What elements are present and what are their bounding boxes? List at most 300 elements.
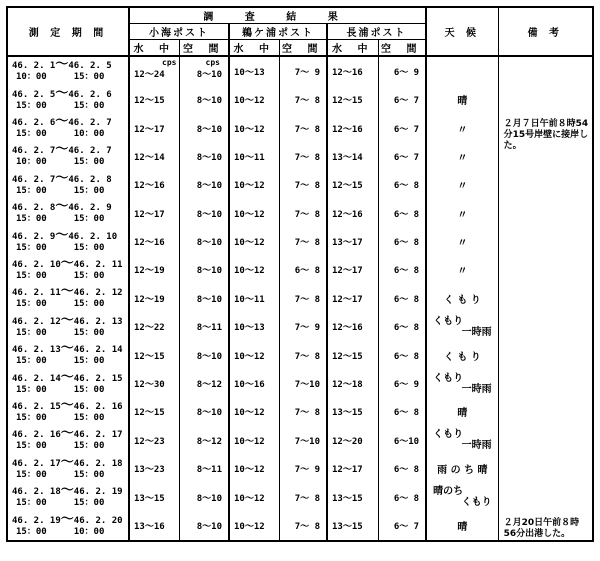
measurement-value: 10～12 [234,408,265,419]
measurement-value: 10～12 [234,493,265,504]
weather-text: 晴 [457,522,468,534]
period-separator: ～ [55,114,69,130]
unit-label: cps [205,57,220,67]
period-start-time: 15：00 [16,100,47,111]
weather-cell [426,199,498,227]
period-start-date: 46. 2. 13 [12,345,61,356]
water-value-cell [129,511,179,541]
survey-table [6,6,594,542]
measurement-value: 10～13 [234,67,265,78]
measurement-value: 7～ 8 [294,124,320,135]
period-start-time: 15：00 [16,242,47,253]
air-value-cell [179,114,229,142]
measurement-value: 6～ 8 [393,294,420,305]
measurement-value: 6～10 [393,436,420,447]
period-cell [7,398,129,426]
period-start-date: 46. 2. 10 [12,259,61,270]
weather-cell [426,114,498,142]
measurement-value: 7～ 8 [294,522,320,533]
period-end-date: 46. 2. 16 [73,401,123,412]
period-cell [7,426,129,454]
water-value-cell [129,56,179,85]
note-docking: ２月７日午前８時54分15号岸壁に接岸した。 [503,119,589,151]
measurement-value: 7～ 8 [294,294,320,305]
period-end-time: 10：00 [73,526,105,537]
measurement-value: 12～16 [332,323,363,334]
air-value-cell [279,284,327,312]
weather-text-sub: 一時雨 [461,440,492,452]
measurement-value: 12～16 [134,238,165,249]
water-value-cell [229,455,279,483]
air-value-cell [378,369,426,397]
measurement-value: 6～ 8 [393,408,420,419]
water-value-cell [129,171,179,199]
measurement-value: 12～15 [134,351,165,362]
measurement-value: 10～12 [234,96,265,107]
weather-cell [426,171,498,199]
measurement-value: 12～16 [332,209,363,220]
water-value-cell [327,426,378,454]
measurement-value: 10～12 [234,522,265,533]
period-separator: ～ [55,199,69,215]
period-cell [7,142,129,170]
period-cell [7,483,129,511]
period-start-date: 46. 2. 17 [12,458,61,469]
measurement-value: 12～16 [134,181,165,192]
air-value-cell [378,398,426,426]
period-cell [7,85,129,113]
measurement-value: 12～24 [134,69,165,80]
measurement-value: 8～11 [196,465,222,476]
water-value-cell [327,227,378,255]
period-start-date: 46. 2. 11 [12,288,61,299]
period-end-date: 46. 2. 15 [73,373,123,384]
water-value-cell [327,56,378,85]
measurement-value: 6～ 8 [294,266,320,277]
period-end-time: 15：00 [73,412,105,423]
air-value-cell [378,114,426,142]
measurement-value: 6～ 8 [393,238,420,249]
measurement-value: 12～16 [332,124,363,135]
air-value-cell [378,142,426,170]
period-start-date: 46. 2. 12 [12,316,61,327]
period-end-date: 46. 2. 11 [73,259,123,270]
water-value-cell [327,199,378,227]
air-value-cell [179,256,229,284]
measurement-value: 7～ 8 [294,96,320,107]
water-value-cell [229,56,279,85]
period-cell [7,313,129,341]
table-row [7,56,593,85]
measurement-value: 12～17 [332,266,363,277]
period-start-time: 15：00 [16,412,47,423]
period-start-date: 46. 2. 15 [12,401,61,412]
weather-text: くもり [433,372,464,384]
water-value-cell [129,199,179,227]
period-start-time: 15：00 [16,441,47,452]
period-start-time: 15：00 [16,384,47,395]
period-end-time: 15：00 [73,299,105,310]
period-start-date: 46. 2. 7 [12,146,56,157]
measurement-value: 6～ 8 [393,181,420,192]
water-value-cell [129,114,179,142]
header-air: 空 間 [279,40,327,57]
measurement-value: 7～ 8 [294,493,320,504]
period-end-time: 15：00 [73,441,105,452]
air-value-cell [179,511,229,541]
measurement-value: 8～10 [196,124,222,135]
air-value-cell [378,313,426,341]
period-start-time: 10：00 [16,157,47,168]
weather-text: 〃 [457,209,468,221]
period-start-time: 15：00 [16,129,47,140]
measurement-value: 12～19 [134,266,165,277]
air-value-cell [378,256,426,284]
measurement-value: 8～12 [196,436,222,447]
water-value-cell [229,398,279,426]
period-start-date: 46. 2. 16 [12,430,61,441]
weather-cell [426,455,498,483]
measurement-value: 13～15 [332,408,363,419]
measurement-value: 8～10 [196,522,222,533]
weather-text-sub: 一時雨 [461,383,492,395]
measurement-value: 8～10 [196,69,222,80]
header-weather: 天 候 [426,7,498,56]
measurement-value: 12～15 [134,96,165,107]
weather-cell [426,398,498,426]
weather-text: 〃 [457,266,468,278]
water-value-cell [129,142,179,170]
period-cell [7,256,129,284]
period-end-date: 46. 2. 10 [68,231,118,242]
period-end-time: 15：00 [73,185,105,196]
measurement-value: 10～12 [234,465,265,476]
measurement-value: 7～ 8 [294,408,320,419]
water-value-cell [229,369,279,397]
air-value-cell [179,171,229,199]
measurement-value: 12～15 [332,351,363,362]
period-cell [7,227,129,255]
period-start-date: 46. 2. 9 [12,231,56,242]
weather-text-sub: くもり [461,497,492,509]
air-value-cell [279,426,327,454]
header-post-nagaura: 長浦ポスト [327,24,426,40]
period-start-date: 46. 2. 18 [12,487,61,498]
period-start-time: 15：00 [16,327,47,338]
period-start-time: 15：00 [16,356,47,367]
period-start-date: 46. 2. 8 [12,203,56,214]
measurement-value: 7～ 8 [294,351,320,362]
water-value-cell [129,455,179,483]
measurement-value: 12～14 [134,152,165,163]
measurement-value: 6～ 7 [393,152,420,163]
weather-text: くもり [433,315,464,327]
period-end-time: 15：00 [73,242,105,253]
water-value-cell [327,142,378,170]
air-value-cell [279,256,327,284]
water-value-cell [327,85,378,113]
header-water: 水 中 [229,40,279,57]
header-water: 水 中 [327,40,378,57]
measurement-value: 13～14 [332,152,363,163]
water-value-cell [327,369,378,397]
period-end-time: 15：00 [73,270,105,281]
air-value-cell [179,426,229,454]
measurement-value: 12～15 [332,96,363,107]
water-value-cell [229,256,279,284]
air-value-cell [279,511,327,541]
period-separator: ～ [55,85,69,101]
weather-text: 晴 [457,408,468,420]
water-value-cell [229,227,279,255]
measurement-value: 13～15 [332,493,363,504]
water-value-cell [229,171,279,199]
period-start-time: 15：00 [16,299,47,310]
measurement-value: 6～ 7 [393,124,420,135]
weather-cell [426,341,498,369]
period-separator: ～ [60,341,74,357]
air-value-cell [279,369,327,397]
air-value-cell [279,142,327,170]
period-end-time: 15：00 [73,469,105,480]
weather-text: くもり [433,429,464,441]
water-value-cell [327,171,378,199]
air-value-cell [179,227,229,255]
period-end-time: 15：00 [73,214,105,225]
period-start-time: 15：00 [16,526,47,537]
table-body [7,56,593,541]
weather-text: 〃 [457,238,468,250]
water-value-cell [129,227,179,255]
period-separator: ～ [55,142,69,158]
measurement-value: 10～12 [234,238,265,249]
period-start-time: 15：00 [16,214,47,225]
weather-text: 〃 [457,124,468,136]
header-air: 空 間 [179,40,229,57]
period-cell [7,341,129,369]
period-start-date: 46. 2. 19 [12,515,61,526]
measurement-value: 12～20 [332,436,363,447]
air-value-cell [279,313,327,341]
measurement-value: 12～30 [134,380,165,391]
period-end-date: 46. 2. 18 [73,458,123,469]
measurement-value: 13～15 [134,493,165,504]
measurement-value: 8～10 [196,152,222,163]
water-value-cell [327,341,378,369]
measurement-value: 13～15 [332,522,363,533]
period-end-date: 46. 2. 14 [73,345,123,356]
measurement-value: 10～11 [234,294,265,305]
air-value-cell [179,455,229,483]
measurement-value: 13～17 [332,238,363,249]
measurement-value: 8～10 [196,351,222,362]
air-value-cell [179,398,229,426]
period-end-time: 15：00 [73,157,105,168]
period-end-time: 10：00 [73,129,105,140]
period-end-time: 15：00 [73,100,105,111]
header-air: 空 間 [378,40,426,57]
air-value-cell [179,483,229,511]
measurement-value: 7～ 9 [294,465,320,476]
air-value-cell [279,227,327,255]
water-value-cell [229,426,279,454]
measurement-value: 6～ 8 [393,266,420,277]
period-separator: ～ [55,170,69,186]
water-value-cell [229,341,279,369]
measurement-value: 8～10 [196,209,222,220]
weather-text-sub: 一時雨 [461,326,492,338]
measurement-value: 7～ 9 [294,67,320,78]
measurement-value: 7～ 9 [294,323,320,334]
period-separator: ～ [60,255,74,271]
header-post-koumi: 小海ポスト [129,24,229,40]
air-value-cell [279,56,327,85]
period-start-date: 46. 2. 14 [12,373,61,384]
period-start-date: 46. 2. 5 [12,89,56,100]
air-value-cell [179,56,229,85]
period-end-date: 46. 2. 20 [73,515,123,526]
weather-cell [426,483,498,511]
air-value-cell [179,313,229,341]
weather-text: く も り [443,294,481,306]
header-notes: 備 考 [498,7,593,56]
measurement-value: 6～ 7 [393,96,420,107]
air-value-cell [378,227,426,255]
period-end-date: 46. 2. 8 [68,174,112,185]
period-end-time: 15：00 [73,498,105,509]
water-value-cell [229,284,279,312]
measurement-value: 10～13 [234,323,265,334]
air-value-cell [378,341,426,369]
weather-cell [426,142,498,170]
period-cell [7,199,129,227]
measurement-value: 8～10 [196,266,222,277]
water-value-cell [129,426,179,454]
note-departure: ２月20日午前８時56分出港した。 [503,518,580,539]
water-value-cell [327,114,378,142]
header-post-ugaura: 鵜ケ浦ポスト [229,24,327,40]
measurement-value: 6～ 8 [393,209,420,220]
period-separator: ～ [60,511,74,527]
period-start-date: 46. 2. 7 [12,174,56,185]
measurement-value: 13～16 [134,522,165,533]
period-cell [7,171,129,199]
measurement-value: 10～11 [234,152,265,163]
measurement-value: 12～17 [134,209,165,220]
measurement-value: 10～12 [234,124,265,135]
water-value-cell [129,313,179,341]
period-separator: ～ [60,369,74,385]
period-end-date: 46. 2. 7 [68,118,112,129]
weather-text: く も り [443,351,481,363]
period-end-time: 15：00 [73,356,105,367]
period-cell [7,455,129,483]
water-value-cell [229,313,279,341]
measurement-value: 6～ 9 [393,380,420,391]
water-value-cell [327,455,378,483]
air-value-cell [179,369,229,397]
measurement-value: 6～ 9 [393,67,420,78]
period-cell [7,56,129,85]
period-end-time: 15：00 [73,72,105,83]
water-value-cell [327,313,378,341]
air-value-cell [378,284,426,312]
measurement-value: 12～17 [332,294,363,305]
period-separator: ～ [55,227,69,243]
period-end-date: 46. 2. 19 [73,487,123,498]
period-start-time: 15：00 [16,185,47,196]
measurement-value: 7～ 8 [294,181,320,192]
measurement-value: 8～10 [196,408,222,419]
period-start-time: 15：00 [16,498,47,509]
water-value-cell [129,284,179,312]
air-value-cell [279,341,327,369]
period-separator: ～ [60,284,74,300]
air-value-cell [179,284,229,312]
water-value-cell [229,114,279,142]
measurement-value: 6～ 8 [393,465,420,476]
measurement-value: 8～10 [196,238,222,249]
period-cell [7,114,129,142]
measurement-value: 12～15 [134,408,165,419]
air-value-cell [279,199,327,227]
period-cell [7,511,129,541]
air-value-cell [279,455,327,483]
period-separator: ～ [60,397,74,413]
air-value-cell [179,85,229,113]
measurement-value: 12～17 [134,124,165,135]
measurement-value: 12～17 [332,465,363,476]
water-value-cell [327,284,378,312]
air-value-cell [378,483,426,511]
air-value-cell [179,341,229,369]
air-value-cell [378,56,426,85]
measurement-value: 6～ 8 [393,493,420,504]
measurement-value: 8～10 [196,96,222,107]
period-separator: ～ [60,312,74,328]
water-value-cell [129,256,179,284]
measurement-value: 7～ 8 [294,152,320,163]
period-end-date: 46. 2. 6 [68,89,112,100]
water-value-cell [229,85,279,113]
period-start-time: 10：00 [16,72,47,83]
water-value-cell [327,398,378,426]
air-value-cell [378,511,426,541]
period-start-date: 46. 2. 1 [12,61,56,72]
water-value-cell [129,483,179,511]
notes-cell [498,56,593,541]
air-value-cell [279,483,327,511]
air-value-cell [179,142,229,170]
period-end-date: 46. 2. 5 [68,61,112,72]
period-separator: ～ [60,483,74,499]
water-value-cell [129,85,179,113]
period-end-date: 46. 2. 9 [68,203,112,214]
weather-text: 雨 の ち 晴 [437,465,488,477]
measurement-value: 13～23 [134,465,165,476]
weather-cell [426,56,498,85]
measurement-value: 7～ 8 [294,209,320,220]
period-separator: ～ [60,454,74,470]
water-value-cell [229,142,279,170]
water-value-cell [327,511,378,541]
measurement-value: 12～18 [332,380,363,391]
weather-cell [426,313,498,341]
weather-cell [426,256,498,284]
period-separator: ～ [60,426,74,442]
measurement-value: 6～ 8 [393,351,420,362]
header-results: 調 査 結 果 [129,7,426,24]
